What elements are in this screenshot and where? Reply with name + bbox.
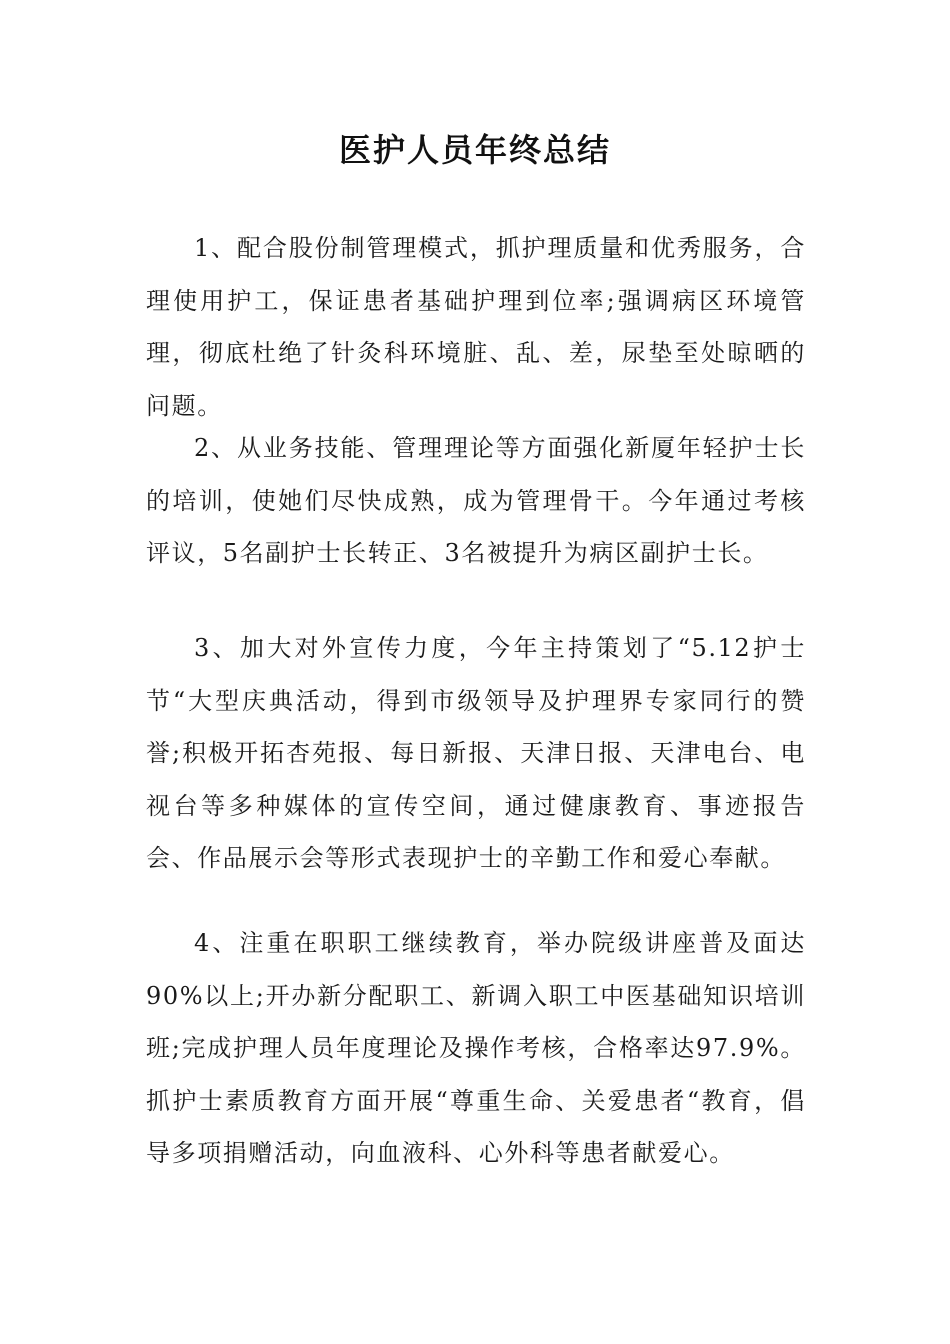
paragraph-3: 3、加大对外宣传力度，今年主持策划了“5.12护士节“大型庆典活动，得到市级领导及护理界专家同行的赞誉;积极开拓杏苑报、每日新报、天津日报、天津电台、电视台等多种媒体的宣传空间，通过健康教育、事迹报告会、作品展示会等形式表现护士的辛勤工作和爱心奉献。 xyxy=(146,634,806,872)
paragraph-4: 4、注重在职职工继续教育，举办院级讲座普及面达90%以上;开办新分配职工、新调入职工中医基础知识培训班;完成护理人员年度理论及操作考核，合格率达97.9%。抓护士素质教育方面开展“尊重生命、关爱患者“教育，倡导多项捐赠活动，向血液科、心外科等患者献爱心。 xyxy=(146,929,806,1167)
paragraph-2: 2、从业务技能、管理理论等方面强化新厦年轻护士长的培训，使她们尽快成熟，成为管理骨干。今年通过考核评议，5名副护士长转正、3名被提升为病区副护士长。 xyxy=(146,434,806,567)
paragraph-1: 1、配合股份制管理模式，抓护理质量和优秀服务，合理使用护工，保证患者基础护理到位率;强调病区环境管理，彻底杜绝了针灸科环境脏、乱、差，尿垫至处晾晒的问题。 xyxy=(146,234,806,420)
document-title: 医护人员年终总结 xyxy=(338,131,611,169)
